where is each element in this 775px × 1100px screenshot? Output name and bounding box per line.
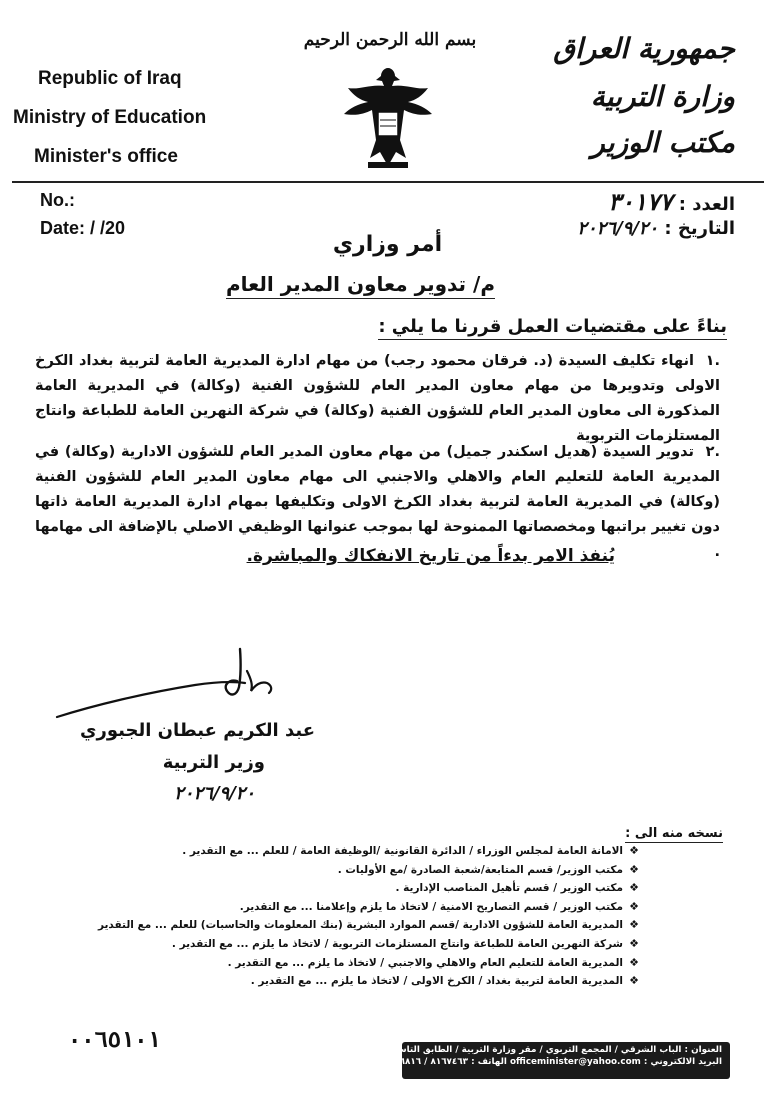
diamond-bullet-icon: ❖ — [629, 899, 639, 913]
paragraph-text: تدوير السيدة (هديل اسكندر جميل) من مهام معاون المدير العام للشؤون الادارية (وكالة) في المديرية العامة للتعليم العام والاهلي والاجنبي الى مهام معاون المدير العام للشؤون الفنية (وكالة) في المديرية العامة لتربية بغداد الكرخ الاولى وتكليفها بمهام ادارة المديرية العامة ذاتها دون تغيير براتبها ومخصصاتها الممنوحة لها بموجب عنوانها الوظيفي الاصلي بالإضافة الى مهامها . — [35, 444, 720, 560]
diamond-bullet-icon: ❖ — [629, 844, 639, 857]
paragraph-number: .٢ — [705, 444, 720, 460]
header-ministry-ar: وزارة التربية — [590, 80, 735, 113]
document-serial: ٠٠٦٥١٠١ — [68, 1028, 161, 1053]
signatory-name: عبد الكريم عبطان الجبوري — [79, 720, 315, 741]
diamond-bullet-icon: ❖ — [629, 936, 639, 950]
paragraph-text: انهاء تكليف السيدة (د. فرقان محمود رجب) من مهام ادارة المديرية العامة لتربية بغداد الكرخ الاولى وتدويرها من مهام معاون المدير العام للشؤون الفنية (وكالة) في المديرية العامة المذكورة الى معاون المدير العام للشؤون الفنية (وكالة) في شركة النهرين العامة للطباعة وانتاج المستلزمات التربوية — [35, 353, 720, 444]
header-ministry-en: Ministry of Education — [13, 107, 207, 128]
cc-list — [85, 842, 645, 991]
cc-item: ❖المديرية العامة لتربية بغداد / الكرخ الاولى / لاتخاذ ما يلزم ... مع التقدير . — [85, 972, 645, 991]
number-line-ar — [608, 187, 735, 216]
diamond-bullet-icon: ❖ — [629, 918, 639, 932]
paragraph-number: .١ — [705, 353, 720, 369]
date-label-ar: التاريخ : — [664, 218, 735, 239]
cc-item: ❖المديرية العامة للشؤون الادارية /قسم الموارد البشرية (بنك المعلومات والحاسبات) للعلم ... مع التقدير — [85, 916, 645, 935]
date-label-en: Date: / /20 — [40, 218, 126, 238]
footer-email-phone: البريد الالكتروني : officeminister@yahoo.com الهاتف : ٨١٦٧٤٦٣ / ٨١٢٦٨١٦ — [383, 1057, 722, 1067]
signatory-title: وزير التربية — [162, 752, 265, 773]
footer-address: العنوان : الباب الشرقي / المجمع التربوي / مقر وزارة التربية / الطابق التاسع — [391, 1045, 722, 1055]
diamond-bullet-icon: ❖ — [629, 955, 639, 969]
header-republic-en: Republic of Iraq — [38, 68, 182, 89]
order-intro: بناءً على مقتضيات العمل قررنا ما يلي : — [378, 316, 727, 340]
order-title: أمر وزاري — [332, 232, 443, 257]
footer-contact-box — [383, 1042, 730, 1079]
order-paragraph — [35, 349, 720, 449]
header-divider — [12, 181, 764, 183]
order-subject: م/ تدوير معاون المدير العام — [226, 272, 495, 299]
header-office-ar: مكتب الوزير — [591, 126, 735, 159]
cc-item: ❖مكتب الوزير / قسم تأهيل المناصب الإدارية . — [85, 879, 645, 898]
number-value: ٣٠١٧٧ — [608, 187, 673, 216]
cc-item: ❖المديرية العامة للتعليم العام والاهلي والاجنبي / لاتخاذ ما يلزم ... مع التقدير . — [85, 954, 645, 973]
number-label-ar: العدد : — [678, 194, 735, 215]
cc-item: ❖مكتب الوزير/ قسم المتابعة/شعبة الصادرة /مع الأوليات . — [85, 861, 645, 880]
iraq-emblem-icon — [340, 62, 436, 174]
cc-item: ❖الامانة العامة لمجلس الوزراء / الدائرة القانونية /الوظيفة العامة / للعلم ... مع التقدير . — [85, 842, 645, 861]
date-value-ar: ٢٠٢٦/٩/٢٠ — [577, 218, 659, 239]
cc-item: ❖شركة النهرين العامة للطباعة وانتاج المستلزمات التربوية / لاتخاذ ما يلزم ... مع التقدير . — [85, 935, 645, 954]
number-label-en: No.: — [40, 190, 75, 210]
diamond-bullet-icon: ❖ — [629, 974, 639, 988]
basmala: بسم الله الرحمن الرحيم — [303, 30, 477, 50]
cc-item: ❖مكتب الوزير / قسم التصاريح الامنية / لاتخاذ ما يلزم وإعلامنا ... مع التقدير. — [85, 898, 645, 917]
header-office-en: Minister's office — [34, 146, 178, 167]
header-republic-ar: جمهورية العراق — [553, 32, 735, 65]
diamond-bullet-icon: ❖ — [629, 862, 639, 876]
order-closing: يُنفذ الامر بدءاً من تاريخ الانفكاك والمباشرة. — [246, 546, 615, 566]
diamond-bullet-icon: ❖ — [629, 881, 639, 895]
signatory-date: ٢٠٢٦/٩/٢٠ — [174, 783, 255, 804]
cc-title: نسخه منه الى : — [625, 826, 723, 841]
handwritten-signature — [55, 645, 285, 725]
